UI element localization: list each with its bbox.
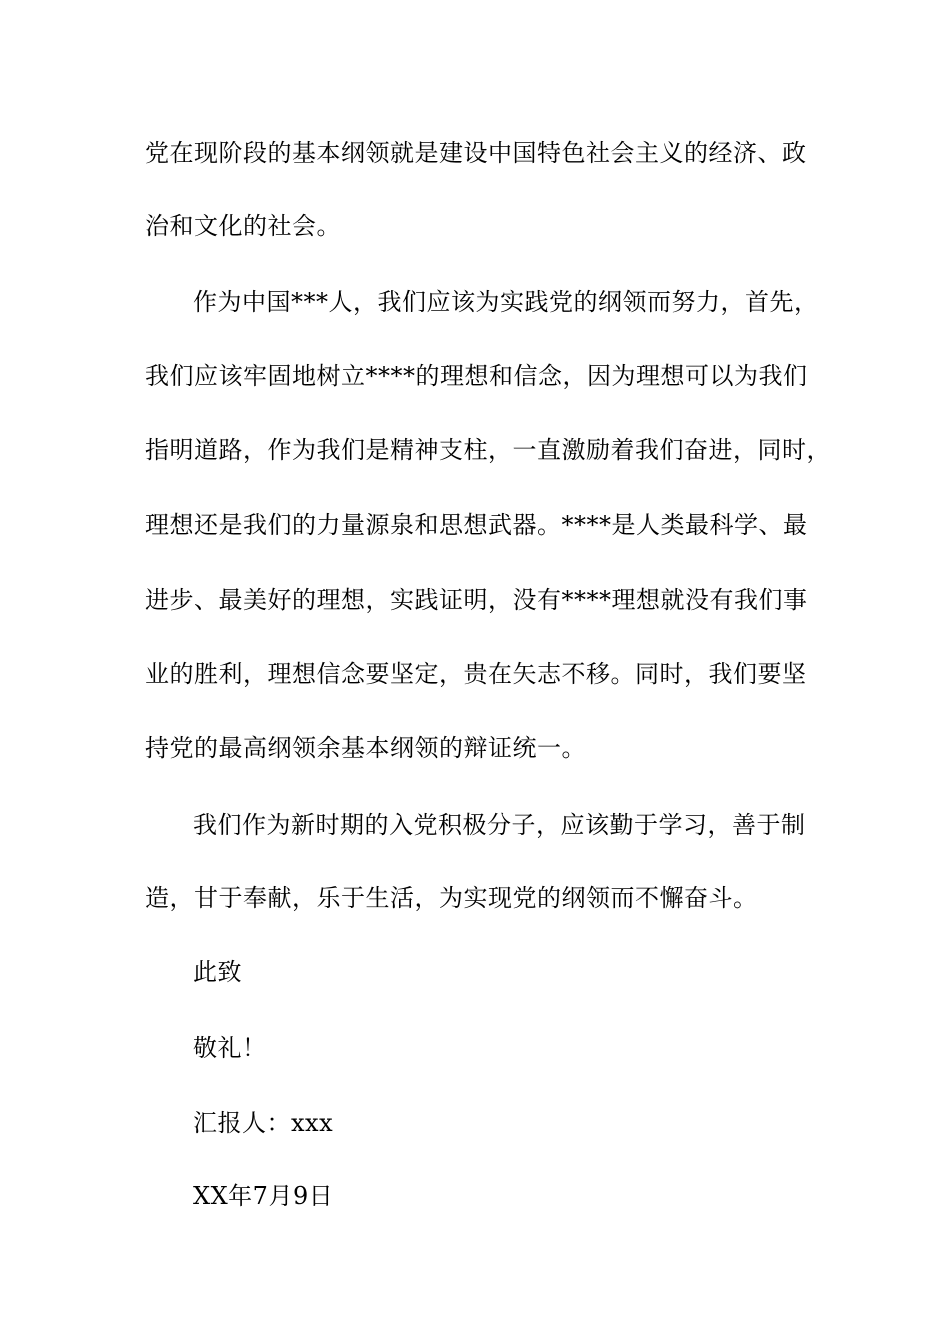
body-line: 治和文化的社会。 — [145, 212, 341, 240]
reporter-signature: 汇报人：xxx — [193, 1109, 334, 1137]
body-line: 指明道路，作为我们是精神支柱，一直激励着我们奋进，同时， — [145, 436, 831, 464]
body-line: 党在现阶段的基本纲领就是建设中国特色社会主义的经济、政 — [145, 139, 807, 167]
closing-respect: 敬礼！ — [193, 1034, 267, 1062]
closing-salutation: 此致 — [193, 958, 242, 986]
body-line: 进步、最美好的理想，实践证明，没有****理想就没有我们事 — [145, 586, 808, 614]
body-line: 业的胜利，理想信念要坚定，贵在矢志不移。同时，我们要坚 — [145, 660, 807, 688]
body-line: 持党的最高纲领余基本纲领的辩证统一。 — [145, 734, 586, 762]
paragraph-start-line: 作为中国***人，我们应该为实践党的纲领而努力，首先， — [193, 288, 819, 316]
body-line: 造，甘于奉献，乐于生活，为实现党的纲领而不懈奋斗。 — [145, 884, 758, 912]
body-line: 理想还是我们的力量源泉和思想武器。****是人类最科学、最 — [145, 511, 808, 539]
report-date: XX年7月9日 — [193, 1182, 334, 1210]
paragraph-start-line: 我们作为新时期的入党积极分子，应该勤于学习，善于制 — [193, 811, 806, 839]
body-line: 我们应该牢固地树立****的理想和信念，因为理想可以为我们 — [145, 362, 808, 390]
